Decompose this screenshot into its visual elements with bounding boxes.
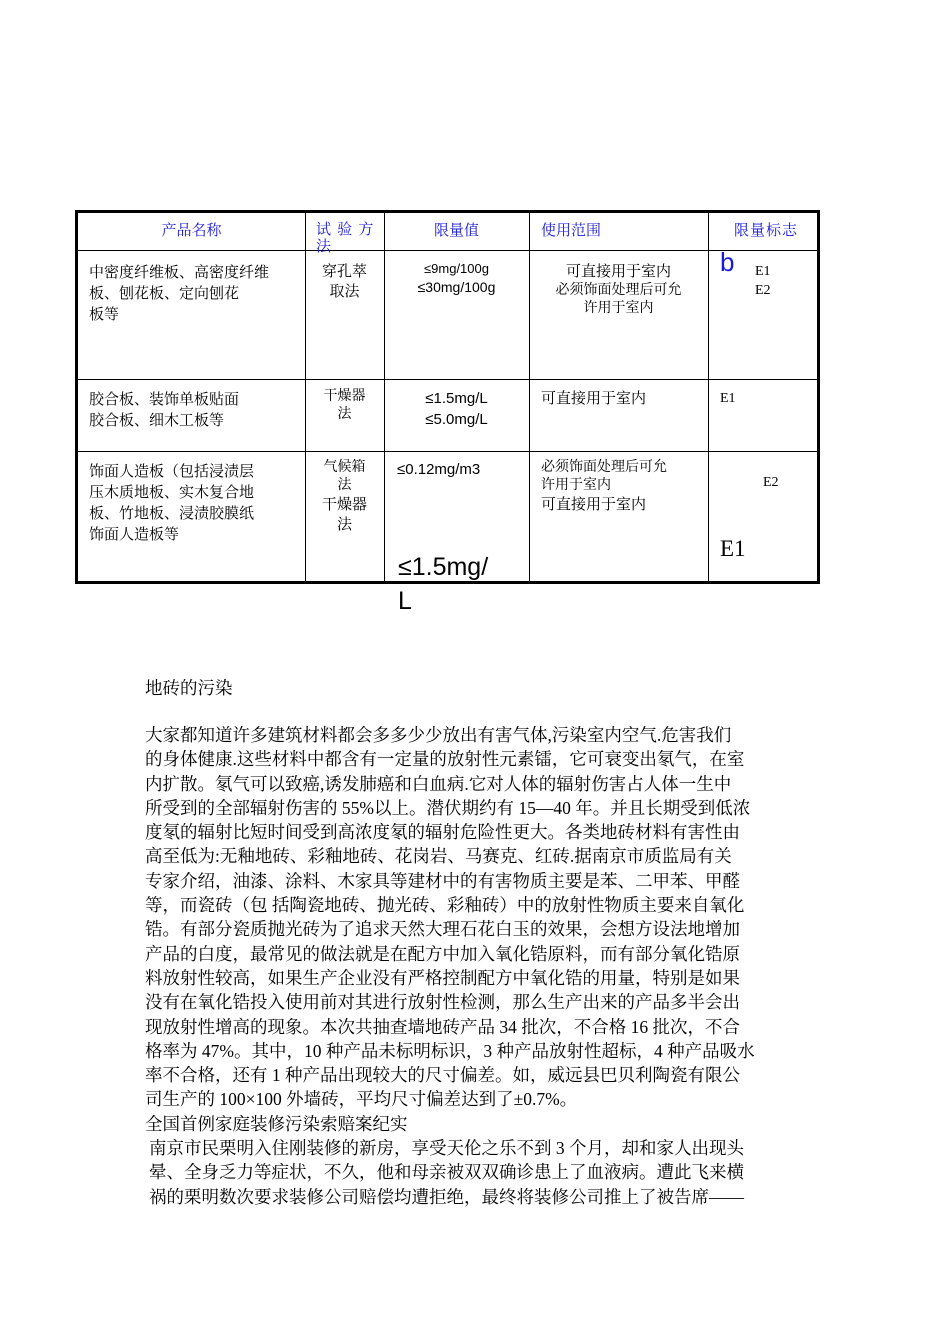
- row3-limit-value-large: ≤1.5mg/ L: [398, 553, 489, 615]
- row3-usage-scope: 必须饰面处理后可允 许用于室内 可直接用于室内: [541, 460, 667, 513]
- row2-limit-mark: E1: [720, 391, 736, 406]
- column-divider: [708, 213, 709, 581]
- row1-usage-scope: 可直接用于室内 必须饰面处理后可允 许用于室内: [555, 263, 682, 316]
- row1-limit-value: ≤9mg/100g ≤30mg/100g: [417, 261, 496, 295]
- row3-product-name: 饰面人造板（包括浸渍层 压木质地板、实木复合地 板、竹地板、浸渍胶膜纸 饰面人造板等: [89, 463, 255, 543]
- header-limit-value: 限量值: [433, 222, 479, 239]
- formaldehyde-limit-table: [75, 210, 820, 615]
- section-heading-2: 全国首例家庭装修污染索赔案纪实: [145, 1113, 408, 1134]
- row-divider: [78, 451, 817, 452]
- header-limit-mark: 限量标志: [734, 222, 799, 239]
- header-test-method: 试 验 方法: [316, 221, 375, 255]
- stray-letter: b: [720, 247, 735, 277]
- row1-product-name: 中密度纤维板、高密度纤维 板、刨花板、定向刨花 板等: [89, 264, 270, 323]
- row2-product-name: 胶合板、装饰单板贴面 胶合板、细木工板等: [89, 391, 240, 429]
- row3-limit-value-top: ≤0.12mg/m3: [397, 461, 481, 478]
- row2-test-method: 干燥器 法: [323, 389, 366, 422]
- row3-test-method: 气候箱 法 干燥器 法: [321, 460, 367, 533]
- row1-limit-mark: E1 E2: [755, 264, 771, 298]
- header-usage-scope: 使用范围: [541, 222, 602, 239]
- row2-limit-value: ≤1.5mg/L ≤5.0mg/L: [425, 390, 488, 428]
- row-divider: [78, 250, 817, 251]
- row3-limit-mark-large: E1: [720, 536, 746, 561]
- article-paragraph: 大家都知道许多建筑材料都会多多少少放出有害气体,污染室内空气.危害我们 的身体健康.这些材料中都含有一定量的放射性元素镭，它可衰变出氡气，在室 内扩散。氡气可以致癌,诱发肺癌和白血病.它对人体的辐射伤害占人体一生中 所受到的全部辐射伤害的 55%以上。潜伏期约有 15—40 年。并且长期受到低浓 度氡的辐射比短时间受到高浓度氡的辐射危险性更大。各类地砖材料有害性由 高至低为:无釉地砖、彩釉地砖、花岗岩、马赛克、红砖.据南京市质监局有关 专家介绍，油漆、涂料、木家具等建材中的有害物质主要是苯、二甲苯、甲醛 等，而瓷砖（包 括陶瓷地砖、抛光砖、彩釉砖）中的放射性物质主要来自氧化 锆。有部分瓷质抛光砖为了追求天然大理石花白玉的效果，会想方设法地增加 产品的白度，最常见的做法就是在配方中加入氧化锆原料，而有部分氧化锆原 料放射性较高，如果生产企业没有严格控制配方中氧化锆的用量，特别是如果 没有在氧化锆投入使用前对其进行放射性检测，那么生产出来的产品多半会出 现放射性增高的现象。本次共抽查墙地砖产品 34 批次，不合格 16 批次，不合 格率为 47%。其中，10 种产品未标明标识，3 种产品放射性超标，4 种产品吸水 率不合格，还有 1 种产品出现较大的尺寸偏差。如，威远县巴贝利陶瓷有限公 司生产的 100×100 外墙砖，平均尺寸偏差达到了±0.7%。 全国首例家庭装修污染索赔案纪实 南京市民栗明入住刚装修的新房，享受天伦之乐不到 3 个月，却和家人出现头 晕、全身乏力等症状，不久，他和母亲被双双确诊患上了血液病。遭此飞来横 祸的栗明数次要求装修公司赔偿均遭拒绝，最终将装修公司推上了被告席——: [145, 723, 805, 1209]
- header-product-name: 产品名称: [161, 222, 222, 239]
- section-heading: 地砖的污染: [145, 678, 233, 698]
- row-divider: [78, 379, 817, 380]
- row1-test-method: 穿孔萃 取法: [321, 263, 367, 300]
- row3-limit-mark-small: E2: [763, 475, 779, 490]
- row2-usage-scope: 可直接用于室内: [541, 390, 647, 407]
